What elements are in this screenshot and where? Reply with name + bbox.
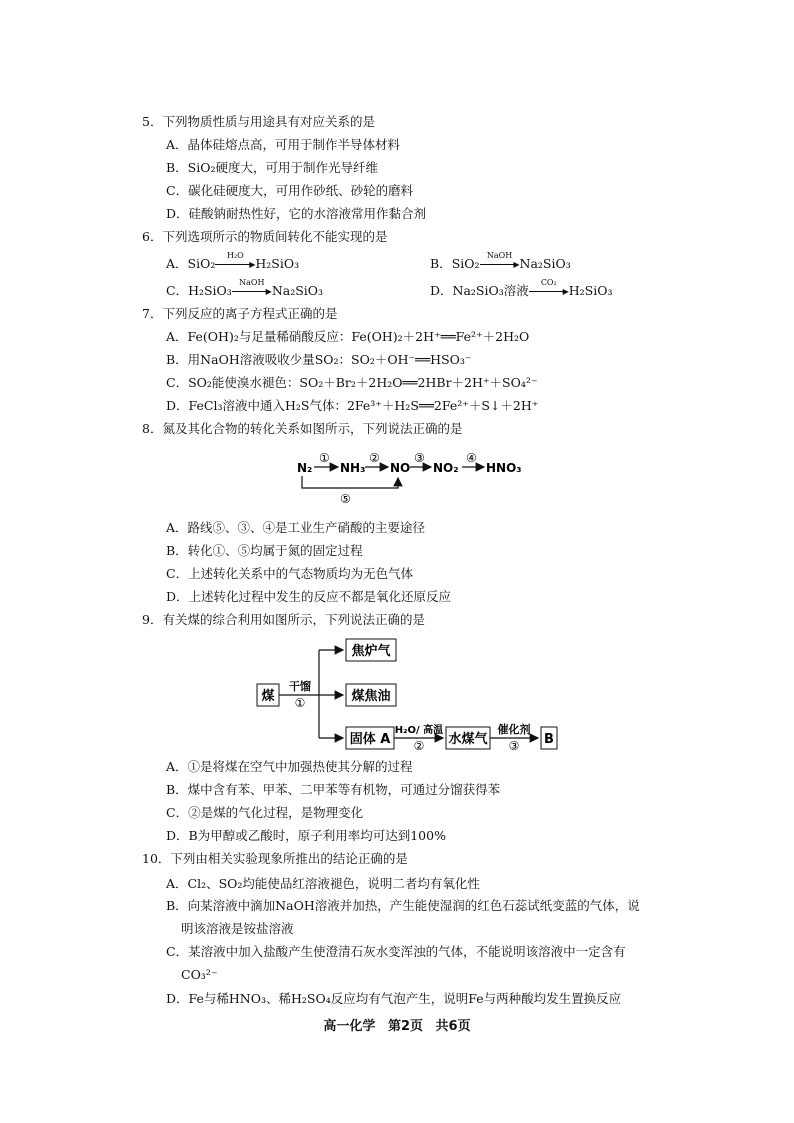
q9-option-d: D．B为甲醇或乙酸时，原子利用率均可达到100% bbox=[166, 828, 446, 843]
q6-b-label: B． bbox=[430, 256, 452, 271]
q9-option-a: A．①是将煤在空气中加强热使其分解的过程 bbox=[166, 759, 413, 774]
footer-subject: 高一化学 bbox=[323, 1019, 376, 1034]
n2-label: N₂ bbox=[297, 461, 313, 475]
reaction-arrow: ▶ NaOH bbox=[480, 260, 520, 270]
hno3-label: HNO₃ bbox=[486, 461, 522, 475]
q6-stem: 6．下列选项所示的物质间转化不能实现的是 bbox=[142, 229, 388, 244]
q9-option-c: C．②是煤的气化过程，是物理变化 bbox=[166, 805, 364, 820]
q6-a-from: SiO₂ bbox=[187, 256, 216, 271]
q10-option-d: D．Fe与稀HNO₃、稀H₂SO₄反应均有气泡产生，说明Fe与两种酸均发生置换反应 bbox=[166, 991, 622, 1006]
gasification-condition: H₂O/ 高温 bbox=[394, 725, 444, 736]
q6-b-reagent: NaOH bbox=[486, 250, 513, 260]
q8-option-c: C．上述转化关系中的气态物质均为无色气体 bbox=[166, 566, 414, 581]
no2-label: NO₂ bbox=[433, 461, 459, 475]
nh3-label: NH₃ bbox=[340, 461, 366, 475]
q10-stem: 10．下列由相关实验现象所推出的结论正确的是 bbox=[142, 851, 408, 866]
q6-b-to: Na₂SiO₃ bbox=[519, 256, 571, 271]
page-footer bbox=[0, 1015, 794, 1034]
reaction-arrow: ▶ NaOH bbox=[232, 287, 272, 297]
step-4-label: ④ bbox=[466, 451, 477, 465]
q5-option-d: D．硅酸钠耐热性好，它的水溶液常用作黏合剂 bbox=[166, 206, 427, 221]
q8-stem: 8．氮及其化合物的转化关系如图所示，下列说法正确的是 bbox=[142, 421, 463, 436]
q6-b-from: SiO₂ bbox=[451, 256, 480, 271]
q6-a-label: A． bbox=[166, 256, 188, 271]
q10-option-b-line1: B．向某溶液中滴加NaOH溶液并加热，产生能使湿润的红色石蕊试纸变蓝的气体，说 bbox=[166, 898, 640, 913]
distillation-label: 干馏 bbox=[289, 680, 311, 693]
q6-c-label: C． bbox=[166, 283, 189, 298]
step-5-label: ⑤ bbox=[340, 492, 351, 506]
q6-a-to: H₂SiO₃ bbox=[255, 256, 300, 271]
q6-a-reagent: H₂O bbox=[226, 250, 244, 260]
no-label: NO bbox=[390, 461, 411, 475]
q6-d-label: D． bbox=[430, 283, 453, 298]
q9-stem: 9．有关煤的综合利用如图所示，下列说法正确的是 bbox=[142, 612, 425, 627]
water-gas-label: 水煤气 bbox=[448, 732, 488, 747]
q8-option-a: A．路线⑤、③、④是工业生产硝酸的主要途径 bbox=[166, 520, 426, 535]
q7-option-d: D．FeCl₃溶液中通入H₂S气体：2Fe³⁺＋H₂S══2Fe²⁺＋S↓＋2H⁺ bbox=[166, 398, 539, 413]
catalyst-condition: 催化剂 bbox=[497, 723, 531, 736]
step-3-label: ③ bbox=[414, 451, 425, 465]
catalyst-step: ③ bbox=[508, 739, 520, 753]
distillation-step: ① bbox=[294, 696, 306, 710]
q10-option-c-line1: C．某溶液中加入盐酸产生使澄清石灰水变浑浊的气体，不能说明该溶液中一定含有 bbox=[166, 944, 626, 959]
reaction-arrow: ▶ H₂O bbox=[215, 260, 255, 270]
footer-page: 第2页 bbox=[387, 1019, 423, 1034]
product-b-label: B bbox=[544, 732, 554, 747]
q7-option-b: B．用NaOH溶液吸收少量SO₂：SO₂＋OH⁻══HSO₃⁻ bbox=[166, 352, 472, 367]
q6-c-to: Na₂SiO₃ bbox=[271, 283, 324, 298]
coal-tar-label: 煤焦油 bbox=[351, 689, 391, 704]
coke-gas-label: 焦炉气 bbox=[351, 644, 391, 659]
q6-d-to: H₂SiO₃ bbox=[568, 283, 613, 298]
q8-option-d: D．上述转化过程中发生的反应不都是氧化还原反应 bbox=[166, 589, 452, 604]
q5-option-c: C．碳化硅硬度大，可用作砂纸、砂轮的磨料 bbox=[166, 183, 414, 198]
solid-a-label: 固体 A bbox=[349, 732, 391, 747]
step-2-label: ② bbox=[369, 451, 380, 465]
step-1-label: ① bbox=[319, 451, 330, 465]
q10-option-a: A．Cl₂、SO₂均能使品红溶液褪色，说明二者均有氧化性 bbox=[166, 876, 480, 891]
q6-d-from: Na₂SiO₃溶液 bbox=[452, 283, 529, 298]
q5-option-a: A．晶体硅熔点高，可用于制作半导体材料 bbox=[166, 137, 401, 152]
coal-label: 煤 bbox=[261, 689, 275, 704]
reaction-arrow: ▶ CO₂ bbox=[529, 287, 569, 297]
q9-option-b: B．煤中含有苯、甲苯、二甲苯等有机物，可通过分馏获得苯 bbox=[166, 782, 501, 797]
q10-option-b-line2: 明该溶液是铵盐溶液 bbox=[181, 921, 294, 936]
q7-option-a: A．Fe(OH)₂与足量稀硝酸反应：Fe(OH)₂＋2H⁺══Fe²⁺＋2H₂O bbox=[166, 329, 530, 344]
q7-option-c: C．SO₂能使溴水褪色：SO₂＋Br₂＋2H₂O══2HBr＋2H⁺＋SO₄²⁻ bbox=[166, 375, 538, 390]
q5-option-b: B．SiO₂硬度大，可用于制作光导纤维 bbox=[166, 160, 379, 175]
q8-option-b: B．转化①、⑤均属于氮的固定过程 bbox=[166, 543, 363, 558]
q6-c-reagent: NaOH bbox=[239, 277, 265, 287]
q7-stem: 7．下列反应的离子方程式正确的是 bbox=[142, 306, 338, 321]
q6-c-from: H₂SiO₃ bbox=[188, 283, 232, 298]
q6-d-reagent: CO₂ bbox=[540, 277, 557, 287]
footer-total: 共6页 bbox=[435, 1019, 471, 1034]
q5-stem: 5．下列物质性质与用途具有对应关系的是 bbox=[142, 114, 375, 129]
gasification-step: ② bbox=[413, 739, 425, 753]
q10-option-c-line2: CO₃²⁻ bbox=[181, 967, 218, 982]
